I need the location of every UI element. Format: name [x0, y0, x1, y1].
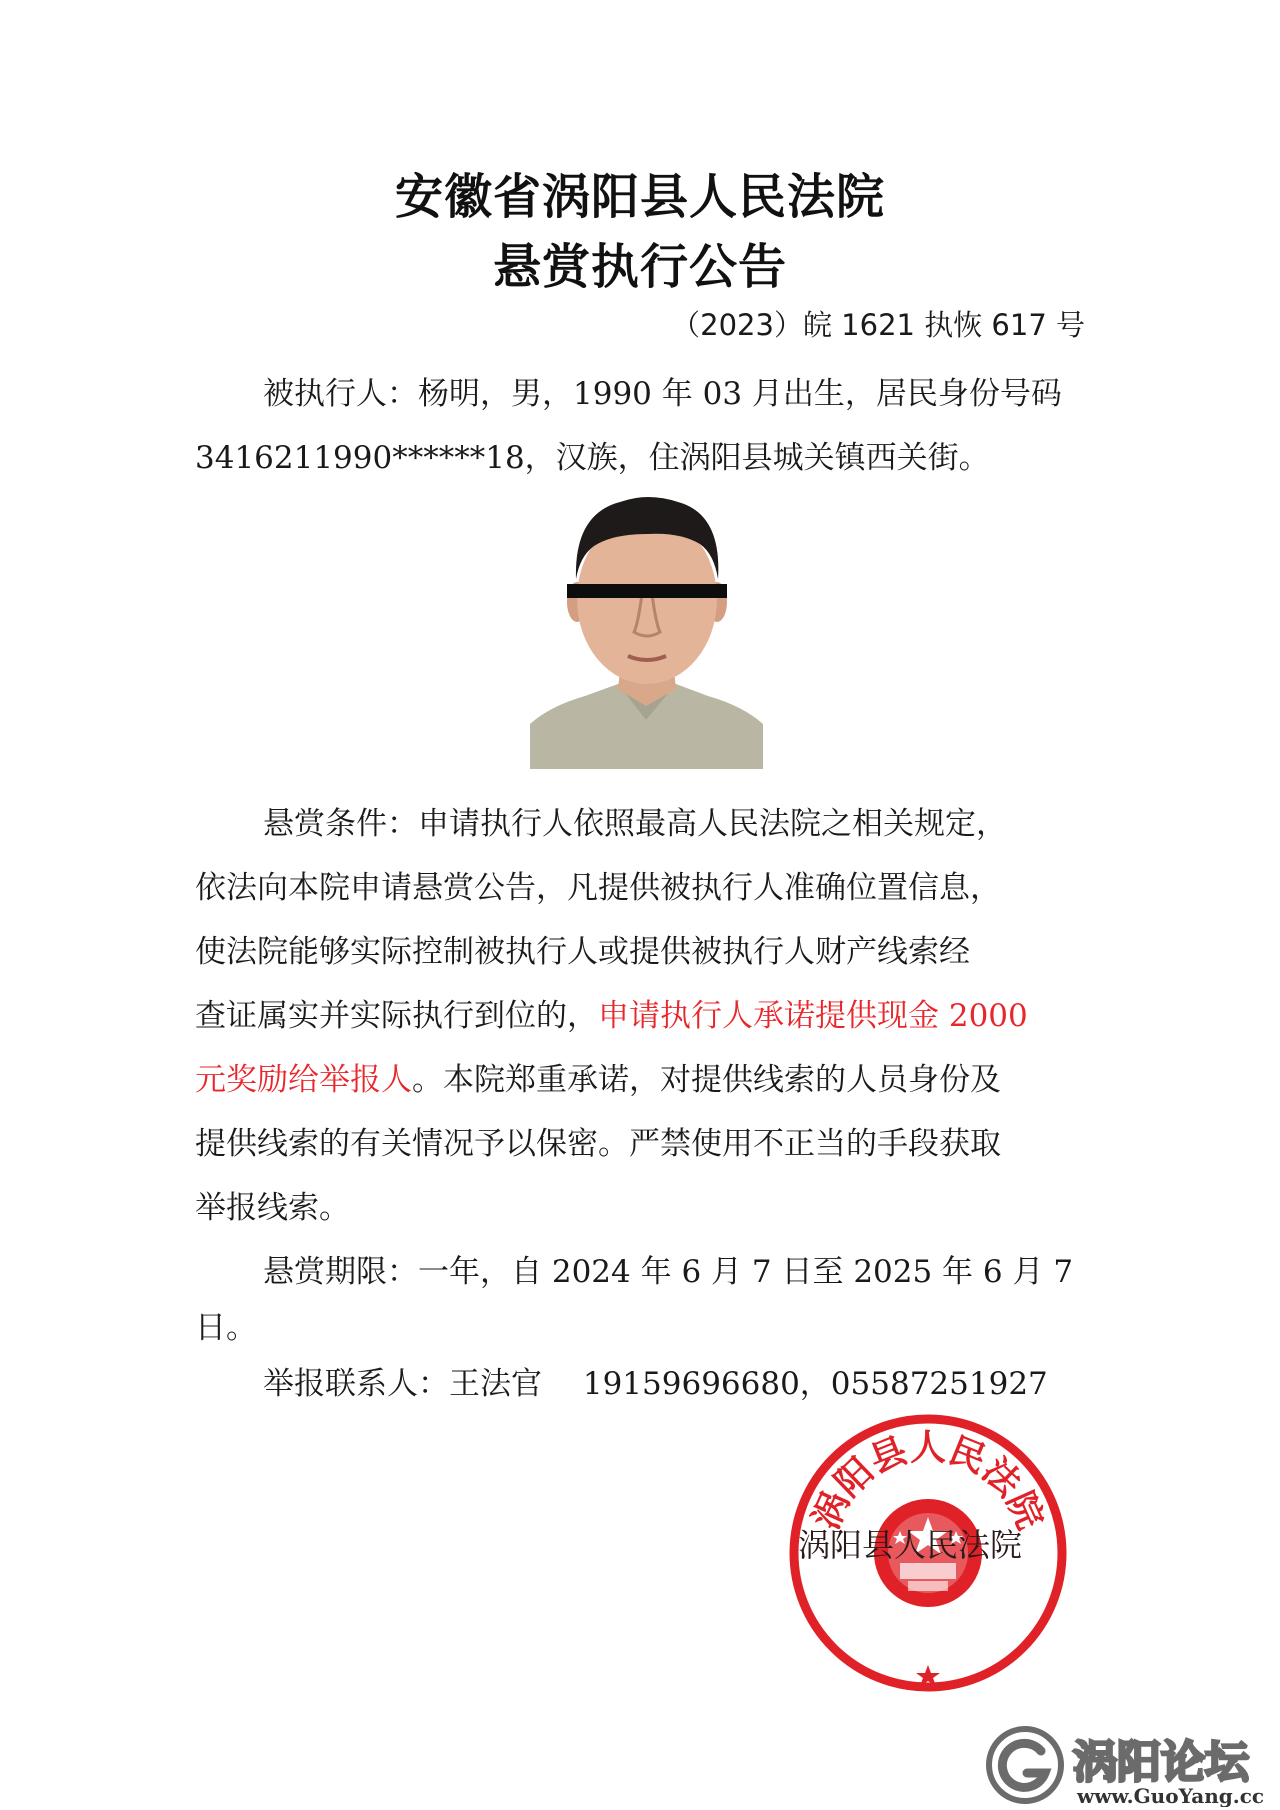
watermark-name: 涡阳论坛 — [1073, 1737, 1249, 1788]
subject-photo — [530, 484, 763, 769]
notice-title: 悬赏执行公告 — [492, 239, 787, 295]
seal-label: 涡阳县人民法院 — [798, 1526, 1023, 1564]
reward-line-1: 悬赏条件：申请执行人依照最高人民法院之相关规定， — [263, 806, 1007, 842]
watermark-url: www.GuoYang.cc — [1077, 1784, 1265, 1807]
contact-line: 举报联系人：王法官 19159696680，05587251927 — [263, 1366, 1048, 1402]
person-photo-icon — [530, 484, 763, 769]
reward-line-6: 提供线索的有关情况予以保密。严禁使用不正当的手段获取 — [195, 1126, 1001, 1162]
court-title: 安徽省涡阳县人民法院 — [394, 169, 885, 225]
reward-line-3: 使法院能够实际控制被执行人或提供被执行人财产线索经 — [195, 934, 970, 970]
reward-line-5 — [195, 1054, 1001, 1099]
subject-line-2: 3416211990******18，汉族，住涡阳县城关镇西关街。 — [195, 440, 990, 476]
reward-amount-highlight: 申请执行人承诺提供现金 2000 — [598, 998, 1028, 1034]
case-number: （2023）皖 1621 执恢 617 号 — [671, 308, 1085, 342]
subject-line-1: 被执行人：杨明，男，1990 年 03 月出生，居民身份号码 — [263, 376, 1062, 412]
svg-text:涡阳县人民法院: 涡阳县人民法院 — [804, 1426, 1052, 1536]
reward-line-4-text: 查证属实并实际执行到位的， — [195, 998, 598, 1034]
reward-line-7: 举报线索。 — [195, 1190, 350, 1226]
period-line-2: 日。 — [195, 1310, 257, 1346]
reward-recipient-highlight: 元奖励给举报人 — [195, 1062, 412, 1098]
reward-line-4 — [195, 990, 1028, 1035]
period-line-1: 悬赏期限：一年，自 2024 年 6 月 7 日至 2025 年 6 月 7 — [263, 1254, 1074, 1290]
reward-line-5-text: 。本院郑重承诺，对提供线索的人员身份及 — [412, 1062, 1001, 1098]
reward-line-2: 依法向本院申请悬赏公告，凡提供被执行人准确位置信息， — [195, 870, 1001, 906]
guoyang-forum-watermark — [985, 1725, 1275, 1807]
